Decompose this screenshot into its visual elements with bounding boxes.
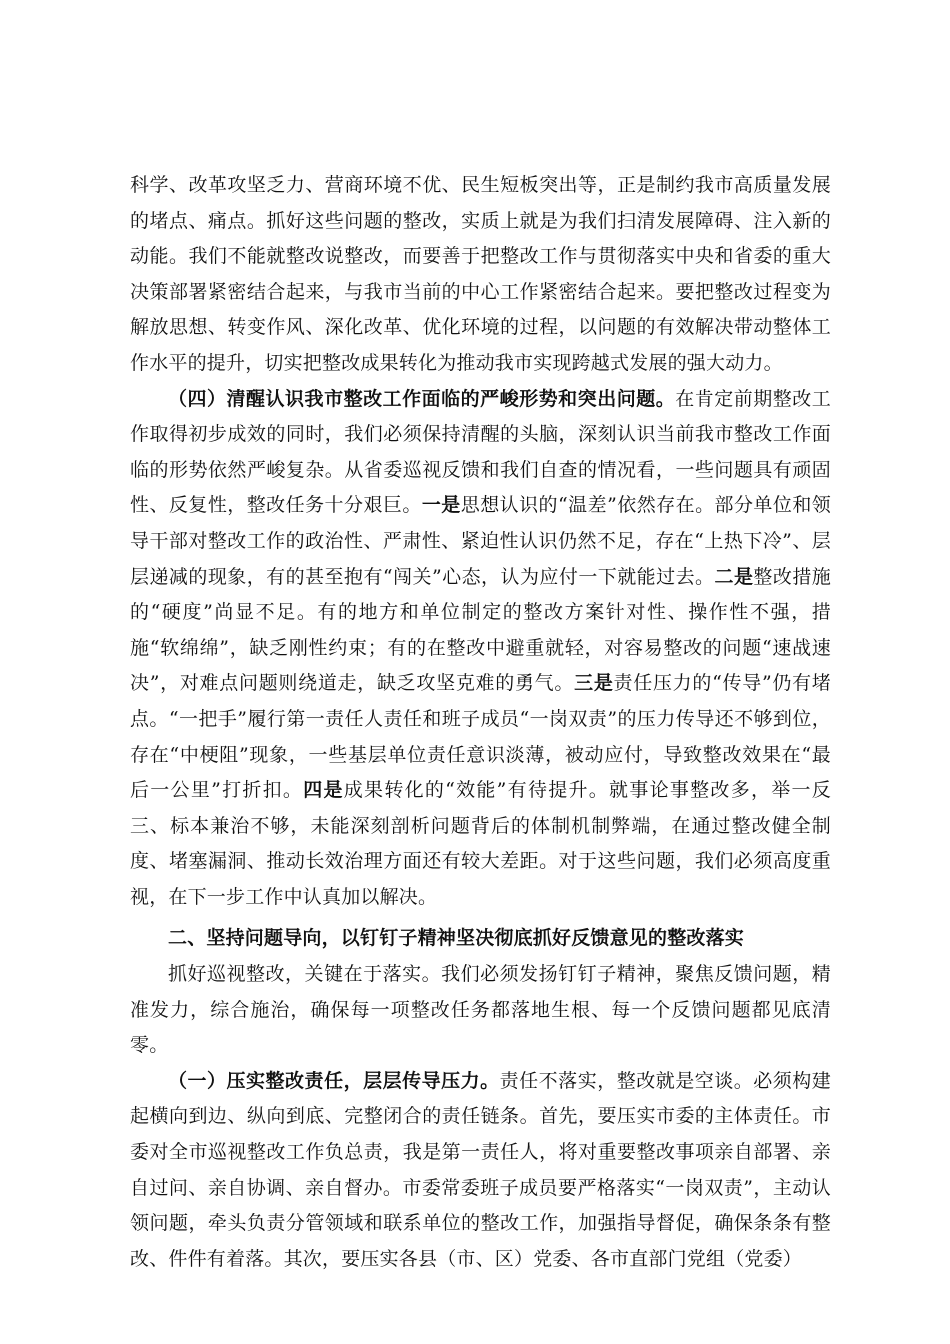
paragraph-text: 责任不落实，整改就是空谈。必须构建起横向到边、纵向到底、完整闭合的责任链条。首先，要压实市委的主体责任。市委对全市巡视整改工作负总责，我是第一责任人，将对重要整改事项亲自部署、亲自过问、亲自协调、亲自督办。市委常委班子成员要严格落实“一岗双责”，主动认领问题，牵头负责分管领域和联系单位的整改工作，加强指导督促，确保条条有整改、件件有着落。其次，要压实各县（市、区）党委、各市直部门党组（党委） bbox=[130, 1069, 831, 1270]
paragraph-text: 思想认识的“温差”依然存在。部分单位和领导干部对整改工作的政治性、严肃性、紧迫性认识仍然不足，存在“上热下冷”、层层递减的现象，有的甚至抱有“闯关”心态，认为应付一下就能过去。 bbox=[130, 494, 831, 588]
point-marker-4: 四是 bbox=[303, 779, 344, 802]
paragraph-responsibility bbox=[130, 1064, 831, 1278]
paragraph-continuation bbox=[130, 168, 831, 382]
section-heading: 二、坚持问题导向，以钉钉子精神坚决彻底抓好反馈意见的整改落实 bbox=[168, 927, 745, 950]
point-marker-2: 二是 bbox=[714, 565, 754, 588]
paragraph-lead-heading: （四）清醒认识我市整改工作面临的严峻形势和突出问题。 bbox=[168, 387, 676, 410]
paragraph-text: 整改措施的“硬度”尚显不足。有的地方和单位制定的整改方案针对性、操作性不强，措施“软绵绵”，缺乏刚性约束；有的在整改中避重就轻，对容易整改的问题“速战速决”，对难点问题则绕道走，缺乏攻坚克难的勇气。 bbox=[130, 565, 831, 695]
paragraph-intro bbox=[130, 957, 831, 1064]
paragraph-lead-heading: （一）压实整改责任，层层传导压力。 bbox=[168, 1069, 500, 1092]
paragraph-text: 抓好巡视整改，关键在于落实。我们必须发扬钉钉子精神，聚焦反馈问题，精准发力，综合施治，确保每一项整改任务都落地生根、每一个反馈问题都见底清零。 bbox=[130, 963, 831, 1057]
paragraph-situation bbox=[130, 382, 831, 916]
point-marker-3: 三是 bbox=[574, 672, 614, 695]
paragraph-text: 责任压力的“传导”仍有堵点。“一把手”履行第一责任人责任和班子成员“一岗双责”的压力传导还不够到位，存在“中梗阻”现象，一些基层单位责任意识淡薄，被动应付，导致整改效果在“最后一公里”打折扣。 bbox=[130, 672, 832, 802]
paragraph-text: 在肯定前期整改工作取得初步成效的同时，我们必须保持清醒的头脑，深刻认识当前我市整改工作面临的形势依然严峻复杂。从省委巡视反馈和我们自查的情况看，一些问题具有顽固性、反复性，整改任务十分艰巨。 bbox=[130, 387, 831, 517]
paragraph-text: 科学、改革攻坚乏力、营商环境不优、民生短板突出等，正是制约我市高质量发展的堵点、痛点。抓好这些问题的整改，实质上就是为我们扫清发展障碍、注入新的动能。我们不能就整改说整改，而要善于把整改工作与贯彻落实中央和省委的重大决策部署紧密结合起来，与我市当前的中心工作紧密结合起来。要把整改过程变为解放思想、转变作风、深化改革、优化环境的过程，以问题的有效解决带动整体工作水平的提升，切实把整改成果转化为推动我市实现跨越式发展的强大动力。 bbox=[130, 174, 831, 374]
point-marker-1: 一是 bbox=[421, 494, 461, 517]
paragraph-text: 成果转化的“效能”有待提升。就事论事整改多，举一反三、标本兼治不够，未能深刻剖析问题背后的体制机制弊端，在通过整改健全制度、堵塞漏洞、推动长效治理方面还有较大差距。对于这些问题，我们必须高度重视，在下一步工作中认真加以解决。 bbox=[130, 779, 832, 908]
document-page bbox=[130, 168, 831, 1277]
